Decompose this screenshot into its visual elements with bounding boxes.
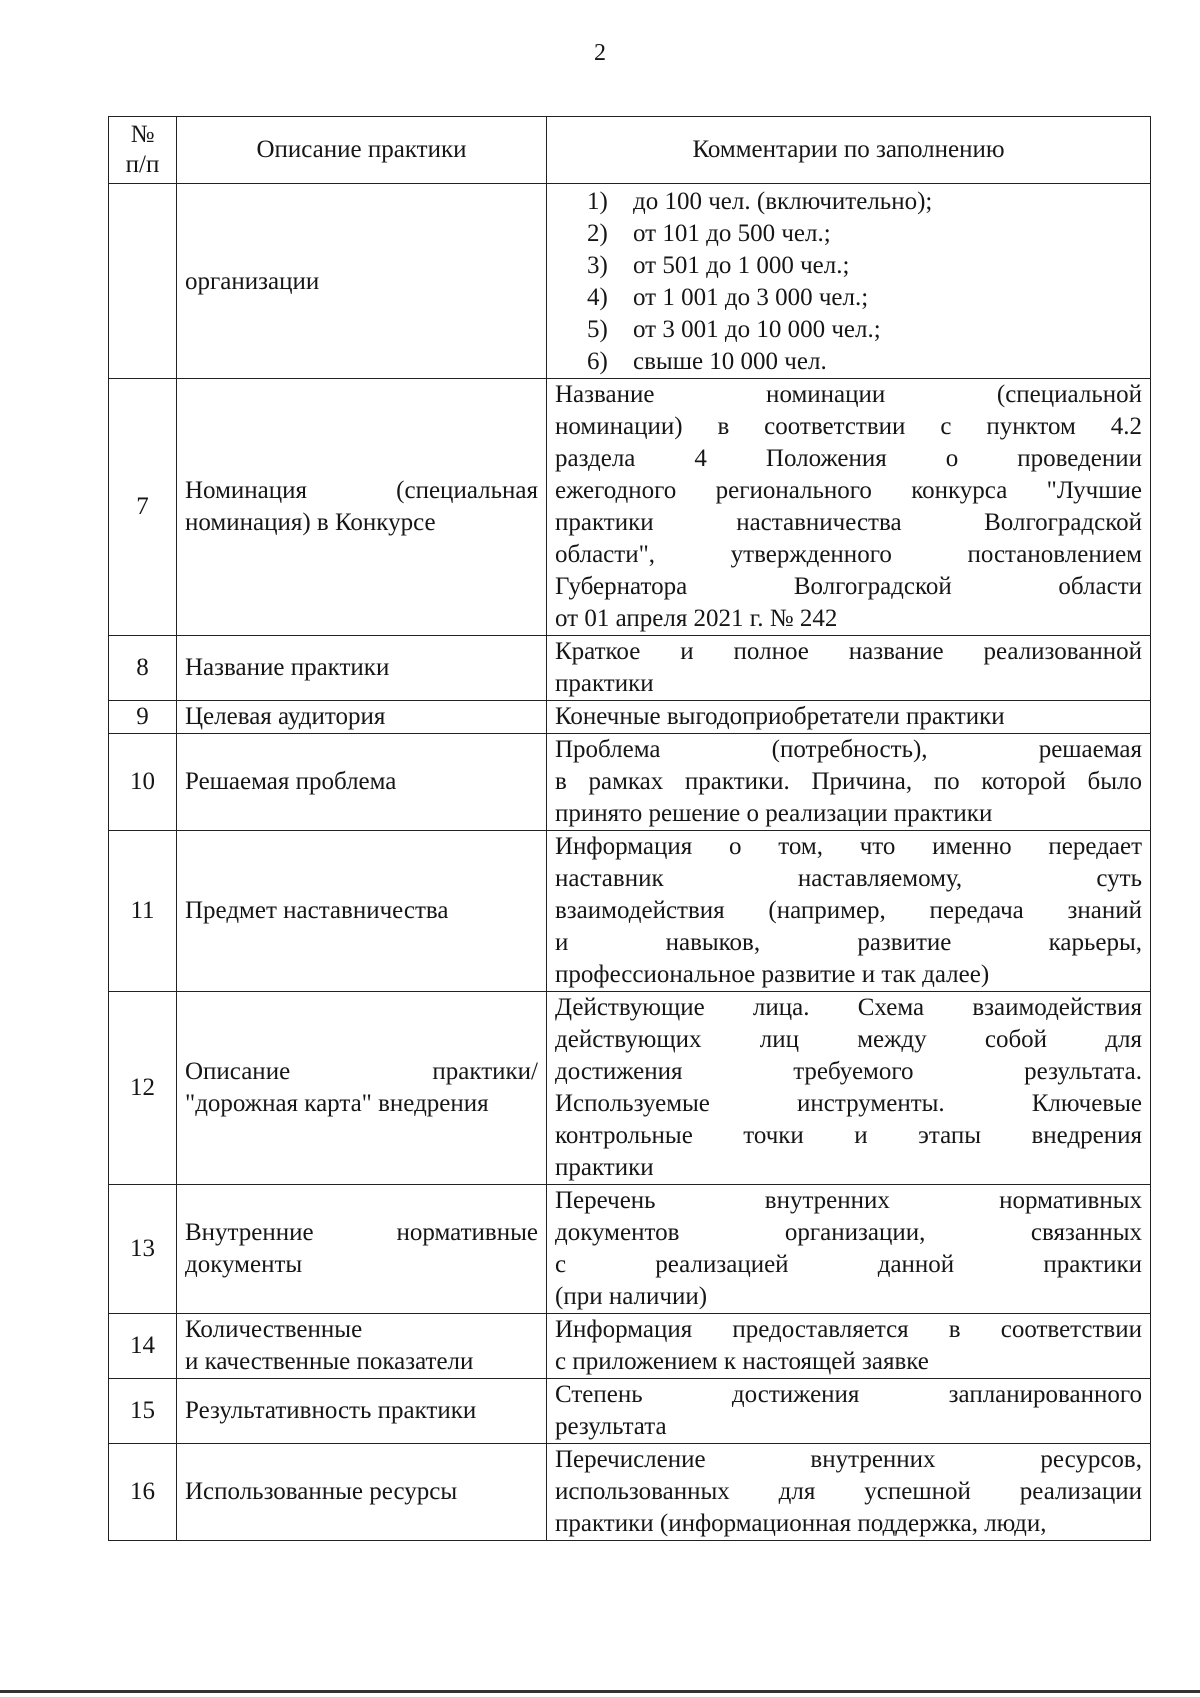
row-comment bbox=[547, 992, 1151, 1185]
comment-line: практики наставничества Волгоградской bbox=[555, 509, 1142, 536]
table-row bbox=[109, 379, 1151, 636]
row-num bbox=[109, 184, 177, 379]
row-num: 14 bbox=[109, 1314, 177, 1379]
list-item: 1) до 100 чел. (включительно); bbox=[587, 188, 933, 215]
comment-line: от 01 апреля 2021 г. № 242 bbox=[555, 605, 838, 632]
page-number: 2 bbox=[594, 40, 606, 66]
row-comment bbox=[547, 701, 1151, 734]
table-row bbox=[109, 1444, 1151, 1541]
row-num: 16 bbox=[109, 1444, 177, 1541]
table-row bbox=[109, 1314, 1151, 1379]
comment-line: документов организации, связанных bbox=[555, 1219, 1142, 1246]
practice-description-table bbox=[108, 116, 1151, 1541]
comment-line: Название номинации (специальной bbox=[555, 381, 1142, 408]
table-row bbox=[109, 831, 1151, 992]
comment-line: (при наличии) bbox=[555, 1283, 708, 1310]
row-num: 11 bbox=[109, 831, 177, 992]
list-item: 6) свыше 10 000 чел. bbox=[587, 348, 827, 375]
comment-line: Краткое и полное название реализованной bbox=[555, 638, 1142, 665]
comment-line: профессиональное развитие и так далее) bbox=[555, 961, 990, 988]
description-line: Предмет наставничества bbox=[185, 897, 449, 924]
description-line: номинация) в Конкурсе bbox=[185, 509, 436, 536]
row-num: 15 bbox=[109, 1379, 177, 1444]
row-comment bbox=[547, 734, 1151, 831]
comment-line: с реализацией данной практики bbox=[555, 1251, 1142, 1278]
comment-line: результата bbox=[555, 1413, 667, 1440]
table-row bbox=[109, 701, 1151, 734]
header-description: Описание практики bbox=[177, 117, 547, 184]
table-header-row bbox=[109, 117, 1151, 184]
page-bottom-edge bbox=[0, 1690, 1200, 1693]
comment-line: ежегодного регионального конкурса "Лучшие bbox=[555, 477, 1142, 504]
list-item: 2) от 101 до 500 чел.; bbox=[587, 220, 831, 247]
comment-line: действующих лиц между собой для bbox=[555, 1026, 1142, 1053]
comment-line: принято решение о реализации практики bbox=[555, 800, 993, 827]
description-line: Внутренние нормативные bbox=[185, 1219, 538, 1246]
description-line: Количественные bbox=[185, 1316, 363, 1343]
table-row-continuation bbox=[109, 184, 1151, 379]
row-num: 7 bbox=[109, 379, 177, 636]
row-description bbox=[177, 636, 547, 701]
row-description bbox=[177, 379, 547, 636]
comment-line: Проблема (потребность), решаемая bbox=[555, 736, 1142, 763]
description-line: Название практики bbox=[185, 654, 390, 681]
description-line: и качественные показатели bbox=[185, 1348, 474, 1375]
description-line: Использованные ресурсы bbox=[185, 1478, 458, 1505]
description-line: Описание практики/ bbox=[185, 1058, 538, 1085]
row-description bbox=[177, 734, 547, 831]
table-row bbox=[109, 1185, 1151, 1314]
table-row bbox=[109, 992, 1151, 1185]
comment-line: Информация предоставляется в соответствии bbox=[555, 1316, 1142, 1343]
description-line: документы bbox=[185, 1251, 303, 1278]
comment-line: контрольные точки и этапы внедрения bbox=[555, 1122, 1142, 1149]
row-num: 13 bbox=[109, 1185, 177, 1314]
comment-line: Перечисление внутренних ресурсов, bbox=[555, 1446, 1142, 1473]
description-line: Номинация (специальная bbox=[185, 477, 538, 504]
row-description: организации bbox=[177, 184, 547, 379]
description-line: Целевая аудитория bbox=[185, 703, 386, 730]
list-item: 4) от 1 001 до 3 000 чел.; bbox=[587, 284, 869, 311]
row-comment bbox=[547, 831, 1151, 992]
row-description bbox=[177, 831, 547, 992]
table-row bbox=[109, 1379, 1151, 1444]
headcount-list bbox=[555, 186, 1142, 378]
description-line: Решаемая проблема bbox=[185, 768, 397, 795]
row-comment bbox=[547, 1185, 1151, 1314]
row-comment bbox=[547, 184, 1151, 379]
comment-line: Используемые инструменты. Ключевые bbox=[555, 1090, 1142, 1117]
row-num: 9 bbox=[109, 701, 177, 734]
table-row bbox=[109, 636, 1151, 701]
comment-line: практики (информационная поддержка, люди, bbox=[555, 1510, 1047, 1537]
comment-line: практики bbox=[555, 1154, 654, 1181]
comment-line: области", утвержденного постановлением bbox=[555, 541, 1142, 568]
comment-line: раздела 4 Положения о проведении bbox=[555, 445, 1142, 472]
comment-line: Губернатора Волгоградской области bbox=[555, 573, 1142, 600]
row-description bbox=[177, 1314, 547, 1379]
comment-line: Информация о том, что именно передает bbox=[555, 833, 1142, 860]
row-comment bbox=[547, 1444, 1151, 1541]
row-comment bbox=[547, 1314, 1151, 1379]
comment-line: номинации) в соответствии с пунктом 4.2 bbox=[555, 413, 1142, 440]
comment-line: взаимодействия (например, передача знаний bbox=[555, 897, 1142, 924]
row-description bbox=[177, 1379, 547, 1444]
description-line: Результативность практики bbox=[185, 1397, 477, 1424]
comment-line: наставник наставляемому, суть bbox=[555, 865, 1142, 892]
row-description bbox=[177, 1444, 547, 1541]
comment-line: Действующие лица. Схема взаимодействия bbox=[555, 994, 1142, 1021]
description-line: "дорожная карта" внедрения bbox=[185, 1090, 489, 1117]
row-num: 10 bbox=[109, 734, 177, 831]
comment-line: Перечень внутренних нормативных bbox=[555, 1187, 1142, 1214]
row-comment bbox=[547, 636, 1151, 701]
comment-line: практики bbox=[555, 670, 654, 697]
comment-line: в рамках практики. Причина, по которой было bbox=[555, 768, 1142, 795]
table-row bbox=[109, 734, 1151, 831]
row-comment bbox=[547, 1379, 1151, 1444]
list-item: 3) от 501 до 1 000 чел.; bbox=[587, 252, 850, 279]
row-description bbox=[177, 992, 547, 1185]
row-description bbox=[177, 1185, 547, 1314]
comment-line: использованных для успешной реализации bbox=[555, 1478, 1142, 1505]
row-num: 8 bbox=[109, 636, 177, 701]
list-item: 5) от 3 001 до 10 000 чел.; bbox=[587, 316, 881, 343]
header-num: № п/п bbox=[109, 117, 177, 184]
row-comment bbox=[547, 379, 1151, 636]
comment-line: достижения требуемого результата. bbox=[555, 1058, 1142, 1085]
comment-line: и навыков, развитие карьеры, bbox=[555, 929, 1142, 956]
comment-line: Конечные выгодоприобретатели практики bbox=[555, 703, 1005, 730]
header-comments: Комментарии по заполнению bbox=[547, 117, 1151, 184]
row-num: 12 bbox=[109, 992, 177, 1185]
comment-line: Степень достижения запланированного bbox=[555, 1381, 1142, 1408]
row-description bbox=[177, 701, 547, 734]
comment-line: с приложением к настоящей заявке bbox=[555, 1348, 929, 1375]
